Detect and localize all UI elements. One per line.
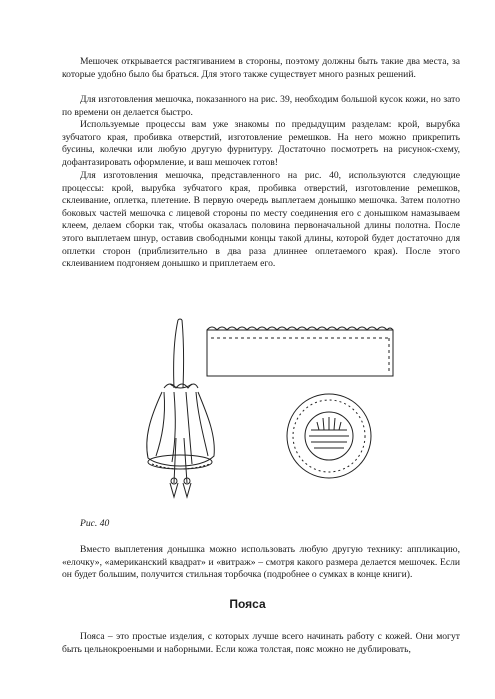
pouch-bottom-illustration — [283, 390, 375, 482]
paragraph-pouch-opening: Мешочек открывается растягиванием в стороны, поэтому должны быть такие два места, за которые удобно было бы браться. Для этого также существует много разных решений. — [62, 56, 460, 80]
paragraph-fig39-pouch: Для изготовления мешочка, показанного на рис. 39, необходим большой кусок кожи, но зато по времени он делается быстро. — [62, 94, 460, 118]
paragraph-bottom-alternatives: Вместо выплетения донышка можно использовать любую другую технику: аппликацию, «елочку», «американский квадрат» и «витраж» – смотря какого размера делается мешочек. Если он будет большим, получится стильная торбочка (подробнее о сумках в конце книги). — [62, 544, 460, 581]
section-heading: Пояса — [229, 597, 266, 611]
figure-caption: Рис. 40 — [80, 518, 110, 529]
strip-pattern-illustration — [205, 322, 395, 380]
paragraph-fig40-pouch: Для изготовления мешочка, представленного на рис. 40, используются следующие процессы: крой, вырубка зубчатого края, пробивка отверстий, изготовление ремешков, склеивание, оплетка, плетение. В первую очередь выплетаем донышко мешочка. Затем полотно боковых частей мешочка с лицевой стороны по месту соединения его с донышком намазываем клеем, делаем сборки так, чтобы оказалась половина первоначальной длины полотна. После этого выплетаем шнур, оставив свободными концы такой длины, которой будет достаточно для оплетки сторон (приблизительно в два раза длиннее оплетаемого края). После этого склеиванием подгоняем донышко и приплетаем его. — [62, 170, 460, 270]
paragraph-belts-intro: Пояса – это простые изделия, с которых лучше всего начинать работу с кожей. Они могут быть цельнокроеными и наборными. Если кожа толстая, пояс можно не дублировать, — [62, 631, 460, 655]
paragraph-processes: Используемые процессы вам уже знакомы по предыдущим разделам: крой, вырубка зубчатого края, пробивка отверстий, изготовление ремешков. На него можно прикрепить бусины, колечки или любую другую фурнитуру. Достаточно посмотреть на рисунок-схему, дофантазировать оформление, и ваш мешочек готов! — [62, 119, 460, 168]
